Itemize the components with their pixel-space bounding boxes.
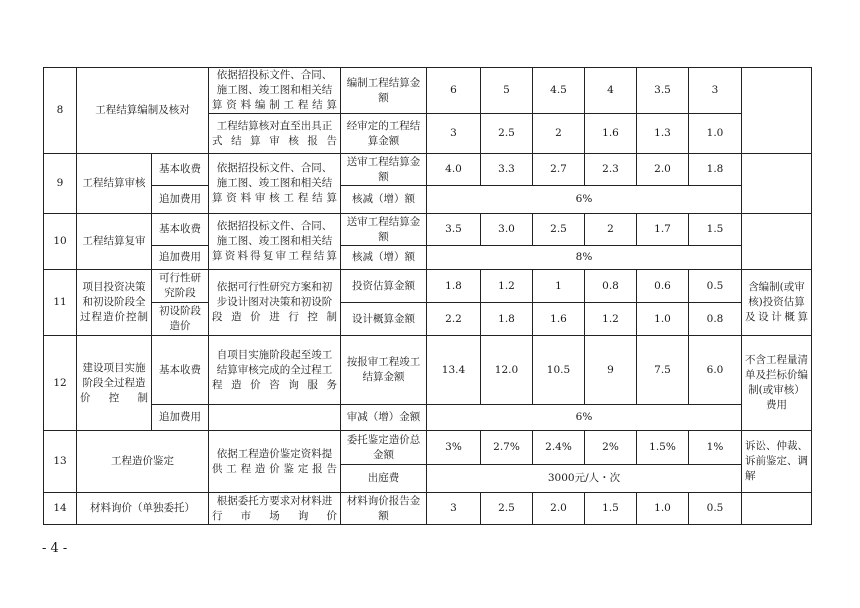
rate-cell: 3.5 [637, 68, 689, 114]
fee-subtype: 基本收费 [152, 154, 209, 186]
fee-subtype: 基本收费 [152, 214, 209, 246]
table-row [44, 431, 812, 465]
rate-cell: 1.2 [585, 303, 637, 336]
charge-base: 送审工程结算金额 [341, 214, 427, 246]
note-cell: 含编制(或审核)投资估算及设计概算 [742, 270, 812, 336]
charge-base: 核减（增）额 [341, 186, 427, 214]
charge-base: 核减（增）额 [341, 246, 427, 270]
empty-cell [209, 405, 341, 431]
rate-cell: 1.8 [481, 303, 533, 336]
note-cell [742, 214, 812, 270]
row-number: 8 [44, 68, 77, 154]
charge-base: 审减（增）金额 [341, 405, 427, 431]
rate-cell: 2% [585, 431, 637, 465]
rate-cell: 4 [585, 68, 637, 114]
rate-merged: 6% [427, 405, 742, 431]
rate-cell: 3% [427, 431, 481, 465]
table-row [44, 246, 812, 270]
item-name: 项目投资决策和初设阶段全过程造价控制 [77, 270, 152, 336]
table-row [44, 186, 812, 214]
rate-cell: 4.5 [533, 68, 585, 114]
charge-base: 出庭费 [341, 465, 427, 493]
rate-cell: 1.8 [689, 154, 742, 186]
rate-cell: 13.4 [427, 336, 481, 405]
rate-cell: 1.8 [427, 270, 481, 303]
rate-cell: 7.5 [637, 336, 689, 405]
charge-base: 按报审工程竣工结算金额 [341, 336, 427, 405]
charge-base: 材料询价报告金额 [341, 493, 427, 525]
fee-subtype: 基本收费 [152, 336, 209, 405]
rate-merged: 6% [427, 186, 742, 214]
rate-cell: 1.0 [637, 303, 689, 336]
rate-cell: 3.0 [481, 214, 533, 246]
rate-cell: 0.8 [585, 270, 637, 303]
rate-cell: 4.0 [427, 154, 481, 186]
table-row [44, 405, 812, 431]
rate-cell: 1% [689, 431, 742, 465]
item-name: 材料询价（单独委托） [77, 493, 209, 525]
table-row [44, 214, 812, 246]
rate-cell: 6 [427, 68, 481, 114]
note-cell [742, 154, 812, 214]
rate-cell: 0.5 [689, 493, 742, 525]
table-row [44, 303, 812, 336]
row-number: 9 [44, 154, 77, 214]
rate-cell: 12.0 [481, 336, 533, 405]
fee-subtype: 追加费用 [152, 186, 209, 214]
item-name: 建设项目实施阶段全过程造价控制 [77, 336, 152, 431]
row-number: 14 [44, 493, 77, 525]
rate-cell: 2.2 [427, 303, 481, 336]
rate-cell: 3 [427, 493, 481, 525]
charge-base: 投资估算金额 [341, 270, 427, 303]
rate-cell: 1.2 [481, 270, 533, 303]
rate-cell: 2.3 [585, 154, 637, 186]
service-basis: 根据委托方要求对材料进行市场询价 [209, 493, 341, 525]
rate-cell: 3 [427, 114, 481, 154]
rate-cell: 2.5 [481, 114, 533, 154]
table-row [44, 154, 812, 186]
row-number: 10 [44, 214, 77, 270]
rate-cell: 2.0 [637, 154, 689, 186]
service-basis: 依据招投标文件、合同、施工图、竣工图和相关结算资料得复审工程结算 [209, 214, 341, 270]
charge-base: 经审定的工程结算金额 [341, 114, 427, 154]
rate-merged: 8% [427, 246, 742, 270]
item-name: 工程结算复审 [77, 214, 152, 270]
row-number: 11 [44, 270, 77, 336]
rate-cell: 1.6 [585, 114, 637, 154]
charge-base: 委托鉴定造价总金额 [341, 431, 427, 465]
row-number: 13 [44, 431, 77, 493]
rate-cell: 1.7 [637, 214, 689, 246]
fee-table [43, 67, 812, 525]
charge-base: 送审工程结算金额 [341, 154, 427, 186]
rate-cell: 2 [585, 214, 637, 246]
rate-cell: 1.3 [637, 114, 689, 154]
rate-cell: 5 [481, 68, 533, 114]
rate-cell: 10.5 [533, 336, 585, 405]
rate-cell: 0.5 [689, 270, 742, 303]
rate-cell: 1.5 [585, 493, 637, 525]
rate-cell: 2.0 [533, 493, 585, 525]
row-number: 12 [44, 336, 77, 431]
rate-cell: 1.0 [689, 114, 742, 154]
charge-base: 设计概算金额 [341, 303, 427, 336]
table-row [44, 336, 812, 405]
rate-cell: 3 [689, 68, 742, 114]
note-cell [742, 493, 812, 525]
rate-cell: 2.7% [481, 431, 533, 465]
service-basis: 依据工程造价鉴定资料提供工程造价鉴定报告 [209, 431, 341, 493]
rate-cell: 1 [533, 270, 585, 303]
rate-cell: 3.5 [427, 214, 481, 246]
service-basis: 工程结算核对直至出具正式结算审核报告 [209, 114, 341, 154]
table-row [44, 493, 812, 525]
item-name: 工程造价鉴定 [77, 431, 209, 493]
rate-cell: 0.6 [637, 270, 689, 303]
note-cell: 不含工程量清单及拦标价编制(或审核）费用 [742, 336, 812, 431]
rate-cell: 2.5 [533, 214, 585, 246]
rate-merged: 3000元/人・次 [427, 465, 742, 493]
rate-cell: 2.5 [481, 493, 533, 525]
rate-cell: 9 [585, 336, 637, 405]
rate-cell: 1.0 [637, 493, 689, 525]
service-basis: 依据可行性研究方案和初步设计图对决策和初设阶段造价进行控制 [209, 270, 341, 336]
fee-subtype: 追加费用 [152, 405, 209, 431]
item-name: 工程结算审核 [77, 154, 152, 214]
service-basis: 依据招投标文件、合同、施工图、竣工图和相关结算资料编制工程结算 [209, 68, 341, 114]
rate-cell: 2.7 [533, 154, 585, 186]
rate-cell: 3.3 [481, 154, 533, 186]
table-row [44, 68, 812, 114]
rate-cell: 6.0 [689, 336, 742, 405]
note-cell [742, 68, 812, 154]
fee-subtype: 初设阶段造价 [152, 303, 209, 336]
service-basis: 自项目实施阶段起至竣工结算审核完成的全过程工程造价咨询服务 [209, 336, 341, 405]
rate-cell: 1.6 [533, 303, 585, 336]
page-number: - 4 - [42, 541, 68, 556]
table-row [44, 270, 812, 303]
rate-cell: 0.8 [689, 303, 742, 336]
rate-cell: 1.5 [689, 214, 742, 246]
service-basis: 依据招投标文件、合同、施工图、竣工图和相关结算资料审核工程结算 [209, 154, 341, 214]
fee-subtype: 追加费用 [152, 246, 209, 270]
note-cell: 诉讼、仲裁、诉前鉴定、调解 [742, 431, 812, 493]
charge-base: 编制工程结算金额 [341, 68, 427, 114]
item-name: 工程结算编制及核对 [77, 68, 209, 154]
rate-cell: 2 [533, 114, 585, 154]
fee-subtype: 可行性研究阶段 [152, 270, 209, 303]
rate-cell: 1.5% [637, 431, 689, 465]
rate-cell: 2.4% [533, 431, 585, 465]
